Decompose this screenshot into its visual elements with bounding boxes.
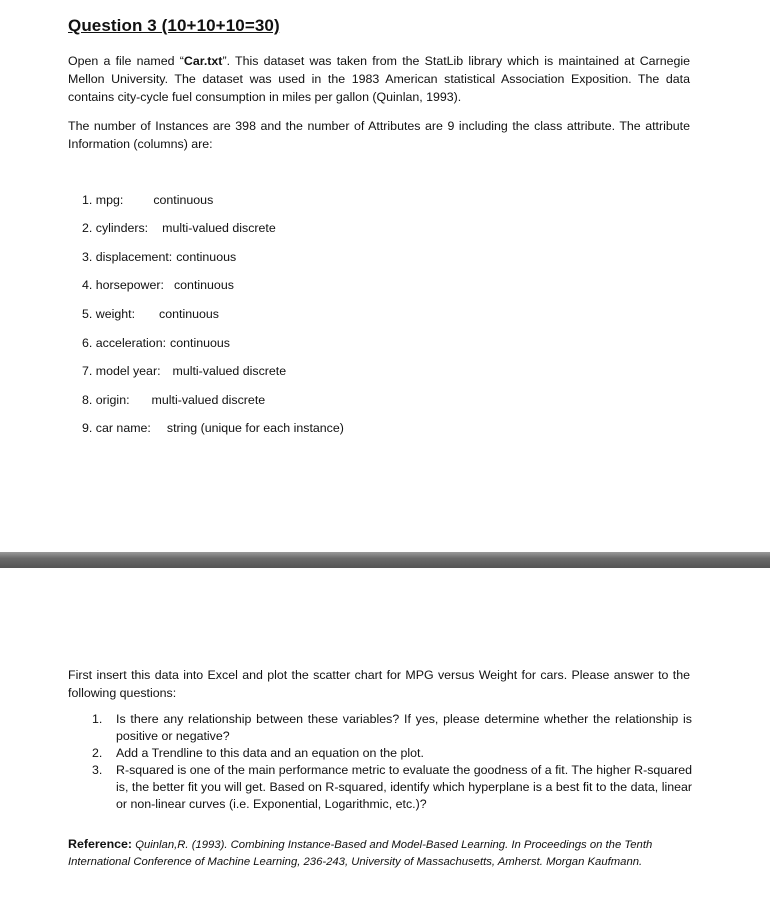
question-text: Add a Trendline to this data and an equation on the plot. [116, 746, 424, 760]
attribute-type: multi-valued discrete [172, 364, 287, 378]
attribute-type: continuous [170, 336, 230, 350]
attribute-type: multi-valued discrete [162, 221, 276, 235]
reference-text: Quinlan,R. (1993). Combining Instance-Based and Model-Based Learning. In Proceedings on the Tenth International Conference of Machine Learning, 236-243, University of Massachusetts, Amherst. Morgan Kaufmann. [68, 839, 653, 868]
file-name: Car.txt [183, 54, 223, 68]
question-list [92, 711, 692, 813]
attribute-name: 3. displacement: [82, 250, 173, 264]
attribute-type: continuous [159, 307, 219, 321]
page-separator [0, 552, 770, 568]
attribute-name: 5. weight: [82, 307, 136, 321]
attribute-item [82, 249, 236, 265]
attribute-name: 9. car name: [82, 421, 151, 435]
attribute-type: continuous [176, 250, 237, 264]
attribute-type: multi-valued discrete [151, 393, 266, 407]
attribute-type: continuous [173, 278, 234, 292]
dataset-description [68, 52, 690, 106]
question-number: 3. [92, 763, 103, 777]
question-number: 2. [92, 746, 103, 760]
attribute-name: 2. cylinders: [82, 221, 149, 235]
attribute-name: 1. mpg: [82, 193, 124, 207]
intro-text-before-file: Open a file named “ [68, 54, 184, 68]
intro-text-after-file: ”. This dataset was taken from the StatLib library which is maintained at Carnegie Mellon University. The dataset was used in the 1983 American statistical Association Exposition. The data contains city-cycle fuel consumption in miles per gallon (Quinlan, 1993). [68, 54, 691, 104]
question-item [92, 745, 692, 762]
question-text: R-squared is one of the main performance metric to evaluate the goodness of a fit. The higher R-squared is, the better fit you will get. Based on R-squared, identify which hyperplane is a best fit to the data, linear or non-linear curves (i.e. Exponential, Logarithmic, etc.)? [116, 763, 692, 811]
reference-label: Reference: [68, 837, 133, 851]
document-page-2 [0, 568, 770, 900]
question-text: Is there any relationship between these variables? If yes, please determine whether the relationship is positive or negative? [116, 712, 692, 743]
attribute-name: 4. horsepower: [82, 278, 164, 292]
question-item [92, 762, 692, 813]
attribute-name: 7. model year: [82, 364, 161, 378]
attribute-item [82, 392, 265, 408]
question-item [92, 711, 692, 745]
question-number: 1. [92, 712, 103, 726]
attribute-item [82, 220, 276, 236]
attribute-item [82, 306, 219, 322]
attribute-name: 8. origin: [82, 393, 130, 407]
attribute-item [82, 420, 344, 436]
reference [68, 836, 698, 871]
task-intro: First insert this data into Excel and plot the scatter chart for MPG versus Weight for cars. Please answer to the following questions: [68, 668, 690, 700]
attribute-item [82, 192, 213, 208]
attribute-item [82, 277, 234, 293]
attribute-name: 6. acceleration: [82, 336, 167, 350]
question-title: Question 3 (10+10+10=30) [68, 16, 280, 35]
attribute-item [82, 335, 230, 351]
attribute-item [82, 363, 286, 379]
instances-description: The number of Instances are 398 and the number of Attributes are 9 including the class attribute. The attribute Information (columns) are: [68, 119, 690, 151]
attribute-type: string (unique for each instance) [166, 421, 344, 435]
attribute-type: continuous [153, 193, 214, 207]
